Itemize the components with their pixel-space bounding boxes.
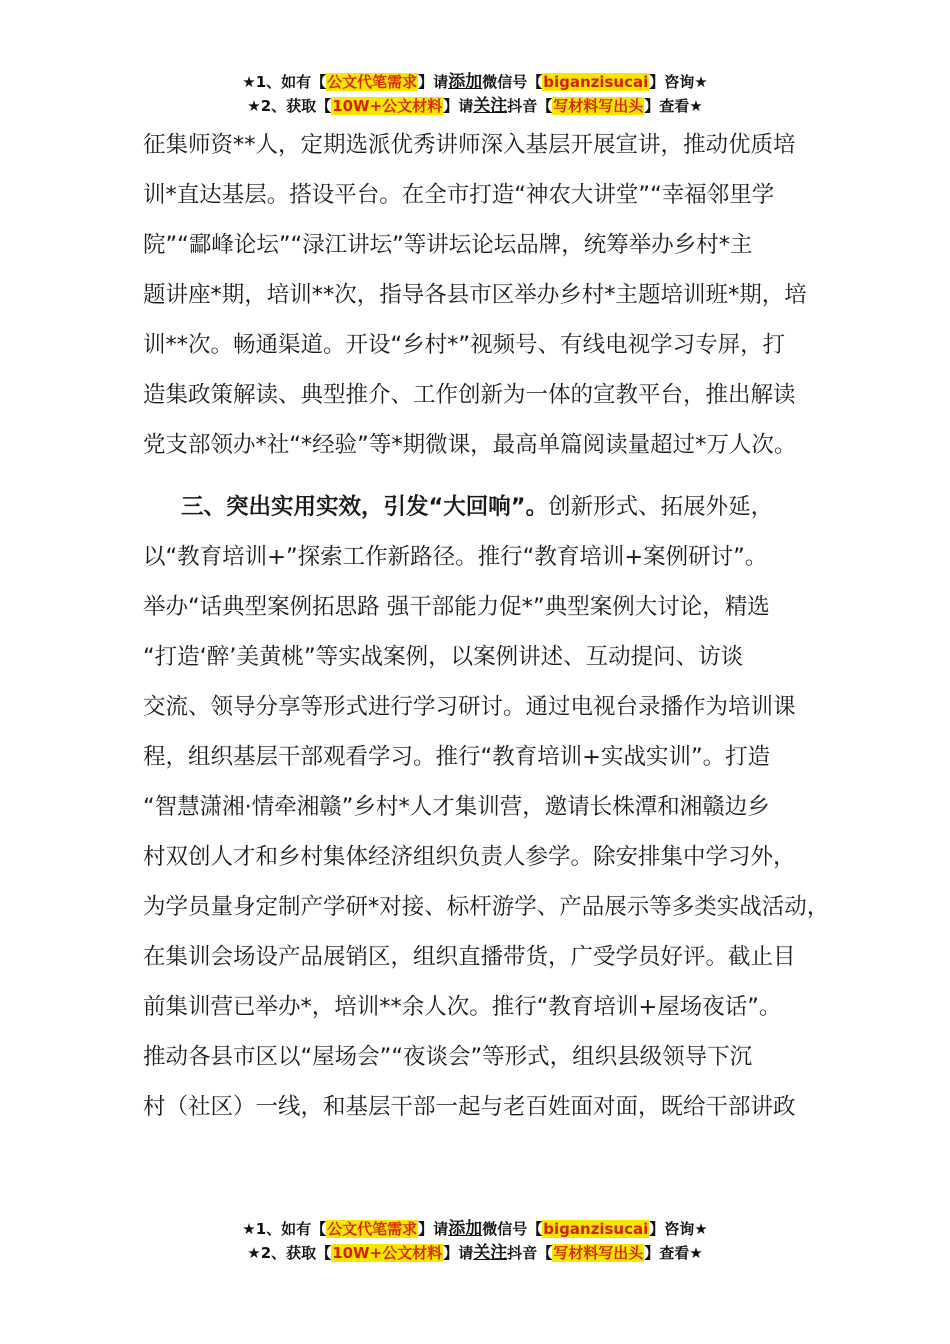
banner-text: 】请 bbox=[443, 97, 474, 115]
banner-text: ★2、获取【 bbox=[247, 1244, 332, 1262]
text-line: 训**次。畅通渠道。开设“乡村*”视频号、有线电视学习专屏，打 bbox=[143, 332, 786, 358]
text-line: 交流、领导分享等形式进行学习研讨。通过电视台录播作为培训课 bbox=[143, 694, 796, 720]
text-line: 村双创人才和乡村集体经济组织负责人参学。除安排集中学习外， bbox=[143, 844, 796, 870]
text-line: 训*直达基层。搭设平台。在全市打造“神农大讲堂”“幸福邻里学 bbox=[143, 182, 775, 208]
text-line: 为学员量身定制产学研*对接、标杆游学、产品展示等多类实战活动， bbox=[143, 894, 830, 920]
banner-text: 】咨询★ bbox=[649, 1220, 708, 1238]
banner-text: 】咨询★ bbox=[649, 73, 708, 91]
text-line: 举办“话典型案例拓思路 强干部能力促*”典型案例大讨论，精选 bbox=[143, 594, 770, 620]
text-line: “智慧潇湘·情牵湘赣”乡村*人才集训营，邀请长株潭和湘赣边乡 bbox=[143, 794, 770, 820]
banner-line-2 bbox=[0, 94, 950, 118]
text-line: 造集政策解读、典型推介、工作创新为一体的宣教平台，推出解读 bbox=[143, 382, 796, 408]
wechat-id: biganzisucai bbox=[543, 73, 649, 91]
text-line: 在集训会场设产品展销区，组织直播带货，广受学员好评。截止目 bbox=[143, 944, 796, 970]
banner-text: 微信号【 bbox=[482, 73, 543, 91]
highlight-text: 公文代笔需求 bbox=[327, 73, 418, 91]
highlight-text: 10W+公文材料 bbox=[332, 97, 443, 115]
text-line: 征集师资**人，定期选派优秀讲师深入基层开展宣讲，推动优质培 bbox=[143, 132, 796, 158]
header-banner bbox=[0, 70, 950, 118]
document-body bbox=[143, 120, 833, 1132]
text-line: 推动各县市区以“屋场会”“夜谈会”等形式，组织县级领导下沉 bbox=[143, 1044, 753, 1070]
highlight-text: 公文代笔需求 bbox=[327, 1220, 418, 1238]
banner-text: 】请 bbox=[418, 73, 449, 91]
underlined-text: 添加 bbox=[448, 1219, 483, 1239]
section-heading: 三、突出实用实效，引发“大回响”。 bbox=[181, 494, 549, 520]
text-line bbox=[143, 482, 833, 532]
banner-text: 】请 bbox=[418, 1220, 449, 1238]
banner-text: 】查看★ bbox=[644, 1244, 703, 1262]
banner-text: 抖音【 bbox=[507, 97, 553, 115]
underlined-text: 关注 bbox=[473, 96, 508, 116]
text-span: 创新形式、拓展外延， bbox=[548, 494, 774, 520]
banner-text: 】查看★ bbox=[644, 97, 703, 115]
text-line: 党支部领办*社“*经验”等*期微课，最高单篇阅读量超过*万人次。 bbox=[143, 432, 797, 458]
underlined-text: 关注 bbox=[473, 1243, 508, 1263]
text-line: 程，组织基层干部观看学习。推行“教育培训+实战实训”。打造 bbox=[143, 744, 771, 770]
underlined-text: 添加 bbox=[448, 72, 483, 92]
banner-text: 】请 bbox=[443, 1244, 474, 1262]
douyin-account: 写材料写出头 bbox=[553, 1244, 644, 1262]
wechat-id: biganzisucai bbox=[543, 1220, 649, 1238]
paragraph-2 bbox=[143, 482, 833, 1132]
banner-text: ★2、获取【 bbox=[247, 97, 332, 115]
highlight-text: 10W+公文材料 bbox=[332, 1244, 443, 1262]
banner-text: 微信号【 bbox=[482, 1220, 543, 1238]
paragraph-1 bbox=[143, 120, 833, 470]
text-line: 以“教育培训+”探索工作新路径。推行“教育培训+案例研讨”。 bbox=[143, 544, 768, 570]
banner-line-1 bbox=[0, 1217, 950, 1241]
douyin-account: 写材料写出头 bbox=[553, 97, 644, 115]
text-line: 前集训营已举办*，培训**余人次。推行“教育培训+屋场夜话”。 bbox=[143, 994, 782, 1020]
banner-line-2 bbox=[0, 1241, 950, 1265]
text-line: 院”“酃峰论坛”“渌江讲坛”等讲坛论坛品牌，统筹举办乡村*主 bbox=[143, 232, 753, 258]
text-line: 村（社区）一线，和基层干部一起与老百姓面对面，既给干部讲政 bbox=[143, 1094, 796, 1120]
footer-banner bbox=[0, 1217, 950, 1265]
banner-text: 抖音【 bbox=[507, 1244, 553, 1262]
banner-text: ★1、如有【 bbox=[242, 1220, 327, 1238]
banner-line-1 bbox=[0, 70, 950, 94]
text-line: 题讲座*期，培训**次，指导各县市区举办乡村*主题培训班*期，培 bbox=[143, 282, 807, 308]
banner-text: ★1、如有【 bbox=[242, 73, 327, 91]
text-line: “打造‘醉’美黄桃”等实战案例，以案例讲述、互动提问、访谈 bbox=[143, 644, 744, 670]
